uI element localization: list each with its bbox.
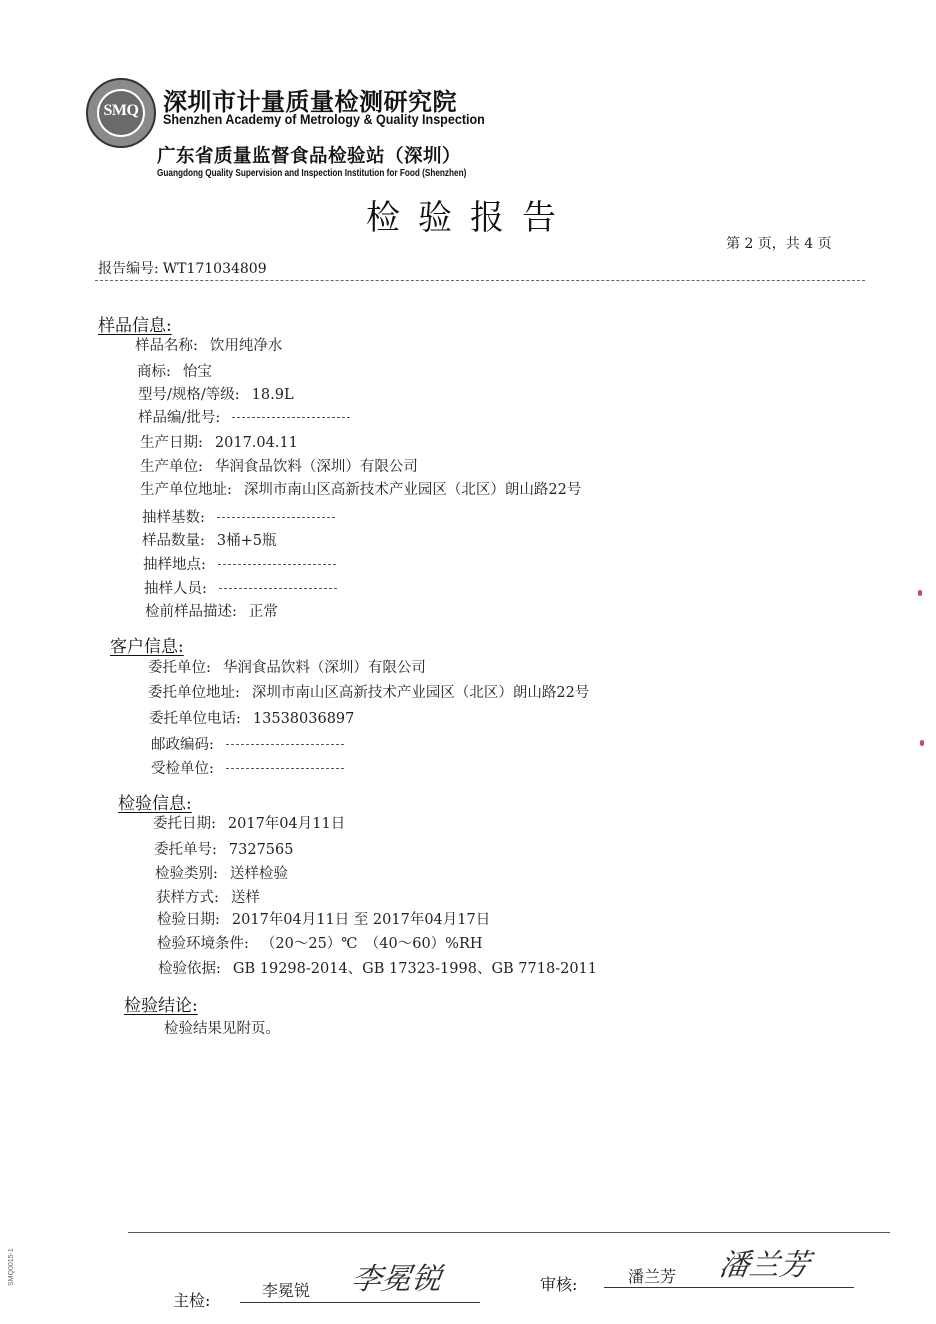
field-label: 委托单位电话:: [149, 711, 241, 727]
field-label: 生产日期:: [140, 435, 203, 451]
report-number-label: 报告编号:: [98, 261, 159, 277]
field-brand: [137, 360, 212, 381]
station-name-cn: 广东省质量监督食品检验站（深圳）: [157, 146, 462, 167]
field-value: 华润食品饮料（深圳）有限公司: [214, 459, 418, 475]
field-value: 华润食品饮料（深圳）有限公司: [222, 660, 426, 676]
field-value: 深圳市南山区高新技术产业园区（北区）朗山路22号: [251, 685, 590, 701]
field-value: 3桶+5瓶: [216, 533, 277, 549]
field-label: 检验日期:: [157, 912, 220, 928]
field-label: 检验类别:: [155, 866, 218, 882]
field-value: 13538036897: [252, 711, 355, 727]
empty-value-dash: [232, 417, 350, 418]
field-client-name: [148, 656, 426, 677]
field-production-date: [140, 431, 298, 452]
field-label: 样品名称:: [135, 338, 198, 354]
field-label: 型号/规格/等级:: [138, 387, 240, 403]
document-title: 检验报告: [366, 198, 574, 238]
field-label: 检验环境条件:: [157, 936, 249, 952]
field-sample-description: [145, 600, 278, 621]
reviewer-signature: 潘兰芳: [717, 1248, 812, 1283]
scan-mark: [918, 590, 922, 596]
field-value: 怡宝: [182, 364, 212, 380]
field-manufacturer-address: [140, 478, 581, 499]
section-title-conclusion: 检验结论:: [124, 996, 198, 1016]
field-entrust-date: [153, 812, 345, 833]
field-sampling-method: [156, 886, 260, 907]
field-label: 委托单号:: [154, 842, 217, 858]
field-value: （20～25）℃ （40～60）%RH: [260, 936, 483, 952]
org-name-en: Shenzhen Academy of Metrology & Quality Inspection: [163, 112, 485, 127]
scan-mark: [920, 740, 924, 746]
field-label: 委托单位:: [148, 660, 211, 676]
page-info: 第 2 页，共 4 页: [726, 236, 832, 252]
empty-value-dash: [218, 564, 336, 565]
field-value: 送样: [230, 890, 260, 906]
field-label: 样品数量:: [142, 533, 205, 549]
field-label: 抽样人员:: [144, 581, 207, 597]
inspector-name: 李冕锐: [262, 1281, 311, 1300]
field-label: 抽样地点:: [143, 557, 206, 573]
smq-logo: [86, 78, 156, 148]
field-value: 2017年04月11日 至 2017年04月17日: [231, 912, 491, 928]
field-label: 检验依据:: [158, 961, 221, 977]
empty-value-dash: [217, 517, 335, 518]
empty-value-dash: [226, 744, 344, 745]
reviewer-name: 潘兰芳: [628, 1267, 677, 1286]
section-title-sample: 样品信息:: [98, 316, 172, 336]
inspector-signature: 李冕锐: [349, 1262, 444, 1297]
org-name-cn: 深圳市计量质量检测研究院: [163, 88, 457, 116]
field-sampling-staff: [144, 577, 337, 598]
field-label: 商标:: [137, 364, 171, 380]
field-label: 检前样品描述:: [145, 604, 237, 620]
field-label: 抽样基数:: [142, 510, 205, 526]
inspector-label: 主检:: [173, 1291, 211, 1310]
field-value: 7327565: [228, 842, 294, 858]
field-value: 2017年04月11日: [227, 816, 346, 832]
field-inspection-basis: [158, 957, 597, 978]
station-name-en: Guangdong Quality Supervision and Inspection Institution for Food (Shenzhen): [157, 168, 467, 179]
field-inspected-unit: [151, 757, 344, 778]
field-sample-name: [135, 334, 282, 355]
form-code: SMQ0015-1: [8, 1248, 15, 1286]
field-label: 生产单位:: [140, 459, 203, 475]
logo-text: SMQ: [103, 102, 139, 119]
field-sample-quantity: [142, 529, 277, 550]
field-sampling-location: [143, 553, 336, 574]
conclusion-text: 检验结果见附页。: [164, 1021, 280, 1037]
field-client-address: [148, 681, 589, 702]
field-label: 受检单位:: [151, 761, 214, 777]
field-model-spec: [138, 383, 294, 404]
field-value: 送样检验: [229, 866, 288, 882]
signature-divider: [128, 1232, 890, 1233]
field-label: 获样方式:: [156, 890, 219, 906]
section-title-inspection: 检验信息:: [118, 794, 192, 814]
report-number-value: WT171034809: [162, 261, 267, 277]
field-entrust-number: [154, 838, 293, 859]
header-divider: [95, 280, 865, 281]
field-value: 深圳市南山区高新技术产业园区（北区）朗山路22号: [243, 482, 582, 498]
empty-value-dash: [219, 588, 337, 589]
field-label: 样品编/批号:: [138, 410, 221, 426]
field-sampling-base: [142, 506, 335, 527]
field-value: 正常: [248, 604, 278, 620]
field-label: 邮政编码:: [151, 737, 214, 753]
report-number: [98, 258, 267, 278]
field-postal-code: [151, 733, 344, 754]
field-value: GB 19298-2014、GB 17323-1998、GB 7718-2011: [232, 961, 597, 977]
field-value: 18.9L: [251, 387, 294, 403]
field-inspection-type: [155, 862, 288, 883]
reviewer-signature-line: [604, 1287, 854, 1288]
field-client-phone: [149, 707, 354, 728]
field-manufacturer: [140, 455, 418, 476]
inspector-signature-line: [240, 1302, 480, 1303]
field-label: 生产单位地址:: [140, 482, 232, 498]
field-label: 委托单位地址:: [148, 685, 240, 701]
reviewer-label: 审核:: [540, 1275, 578, 1294]
field-inspection-date: [157, 908, 490, 929]
empty-value-dash: [226, 768, 344, 769]
field-label: 委托日期:: [153, 816, 216, 832]
field-environment: [157, 932, 483, 953]
section-title-client: 客户信息:: [110, 637, 184, 657]
field-value: 饮用纯净水: [209, 338, 283, 354]
field-batch-no: [138, 406, 350, 427]
field-value: 2017.04.11: [214, 435, 298, 451]
